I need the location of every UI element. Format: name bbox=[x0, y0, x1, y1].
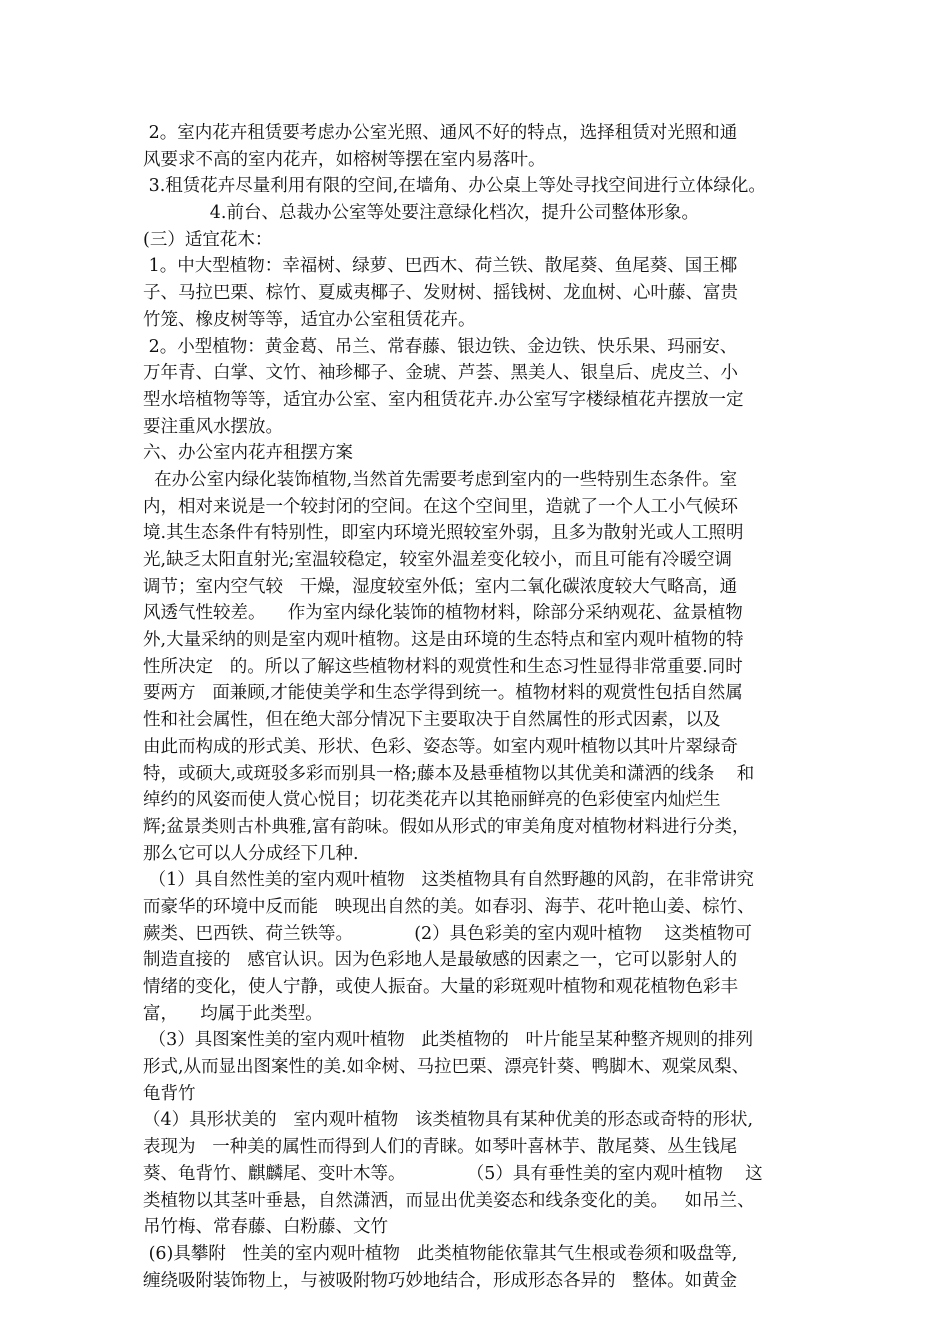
text-line: 制造直接的 感官认识。因为色彩地人是最敏感的因素之一，它可以影射人的 bbox=[143, 950, 738, 971]
text-line: 吊竹梅、常春藤、白粉藤、文竹 bbox=[143, 1217, 388, 1238]
text-line: 外,大量采纳的则是室内观叶植物。这是由环境的生态特点和室内观叶植物的特 bbox=[143, 630, 744, 651]
text-line: 而豪华的环境中反而能 映现出自然的美。如春羽、海芋、花叶艳山姜、棕竹、 bbox=[143, 896, 755, 917]
text-line: 境.其生态条件有特别性，即室内环境光照较室外弱，且多为散射光或人工照明 bbox=[143, 523, 744, 544]
text-line: 特，或硕大,或斑驳多彩而别具一格;藤本及悬垂植物以其优美和潇洒的线条 和 bbox=[143, 763, 755, 784]
text-line: （4）具形状美的 室内观叶植物 该类植物具有某种优美的形态或奇特的形状, bbox=[143, 1110, 754, 1131]
text-line: 调节；室内空气较 干燥，湿度较室外低；室内二氧化碳浓度较大气略高，通 bbox=[143, 576, 738, 597]
text-line: 由此而构成的形式美、形状、色彩、姿态等。如室内观叶植物以其叶片翠绿奇 bbox=[143, 736, 738, 757]
text-line: 光,缺乏太阳直射光;室温较稳定，较室外温差变化较小，而且可能有冷暖空调 bbox=[143, 550, 732, 570]
text-line: 龟背竹 bbox=[143, 1083, 196, 1104]
text-line: 性所决定 的。所以了解这些植物材料的观赏性和生态习性显得非常重要.同时 bbox=[143, 656, 743, 677]
text-line: 绰约的风姿而使人赏心悦目；切花类花卉以其艳丽鲜亮的色彩使室内灿烂生 bbox=[143, 790, 721, 811]
text-line: 表现为 一种美的属性而得到人们的青睐。如琴叶喜林芋、散尾葵、丛生钱尾 bbox=[143, 1137, 738, 1158]
text-line: 要两方 面兼顾,才能使美学和生态学得到统一。植物材料的观赏性包括自然属 bbox=[143, 683, 743, 704]
text-line: 2。小型植物：黄金葛、吊兰、常春藤、银边铁、金边铁、快乐果、玛丽安、 bbox=[143, 336, 738, 357]
text-line: 蕨类、巴西铁、荷兰铁等。 (2）具色彩美的室内观叶植物 这类植物可 bbox=[143, 923, 752, 944]
text-line: 内，相对来说是一个较封闭的空间。在这个空间里，造就了一个人工小气候环 bbox=[143, 496, 738, 517]
section-heading: (三）适宜花木： bbox=[143, 229, 273, 250]
text-line: 万年青、白掌、文竹、袖珍椰子、金琥、芦荟、黑美人、银皇后、虎皮兰、小 bbox=[143, 363, 738, 384]
text-line: (6)具攀附 性美的室内观叶植物 此类植物能依靠其气生根或卷须和吸盘等, bbox=[143, 1243, 738, 1264]
text-line: 型水培植物等等，适宜办公室、室内租赁花卉.办公室写字楼绿植花卉摆放一定 bbox=[143, 389, 744, 410]
text-line: 类植物以其茎叶垂悬，自然潇洒，而显出优美姿态和线条变化的美。 如吊兰、 bbox=[143, 1190, 755, 1211]
text-line: 2。室内花卉租赁要考虑办公室光照、通风不好的特点，选择租赁对光照和通 bbox=[143, 123, 738, 143]
text-line: 形式,从而显出图案性的美.如伞树、马拉巴栗、漂亮针葵、鸭脚木、观棠凤梨、 bbox=[143, 1057, 750, 1078]
text-line: 要注重风水摆放。 bbox=[143, 416, 283, 437]
text-line: 3.租赁花卉尽量利用有限的空间,在墙角、办公桌上等处寻找空间进行立体绿化。 bbox=[143, 176, 766, 197]
section-heading: 六、办公室内花卉租摆方案 bbox=[143, 443, 353, 464]
text-line: 性和社会属性，但在绝大部分情况下主要取决于自然属性的形式因素，以及 bbox=[143, 710, 721, 731]
text-line: 缠绕吸附装饰物上，与被吸附物巧妙地结合，形成形态各异的 整体。如黄金 bbox=[143, 1270, 738, 1291]
text-line: 辉;盆景类则古朴典雅,富有韵味。假如从形式的审美角度对植物材料进行分类， bbox=[143, 816, 750, 837]
text-line: 那么它可以人分成经下几种. bbox=[143, 843, 359, 864]
text-line: 竹笼、橡皮树等等，适宜办公室租赁花卉。 bbox=[143, 309, 476, 330]
text-line: （3）具图案性美的室内观叶植物 此类植物的 叶片能呈某种整齐规则的排列 bbox=[143, 1030, 754, 1051]
text-line: 葵、龟背竹、麒麟尾、变叶木等。 （5）具有垂性美的室内观叶植物 这 bbox=[143, 1163, 763, 1184]
text-line: 富， 均属于此类型。 bbox=[143, 1003, 323, 1024]
text-line: 1。中大型植物：幸福树、绿萝、巴西木、荷兰铁、散尾葵、鱼尾葵、国王椰 bbox=[143, 256, 738, 277]
text-line: 风透气性较差。 作为室内绿化装饰的植物材料，除部分采纳观花、盆景植物 bbox=[143, 603, 743, 624]
text-line: 在办公室内绿化装饰植物,当然首先需要考虑到室内的一些特别生态条件。室 bbox=[143, 469, 738, 490]
text-line: 风要求不高的室内花卉，如榕树等摆在室内易落叶。 bbox=[143, 149, 546, 170]
document-body bbox=[143, 120, 823, 1294]
text-line: 情绪的变化，使人宁静，或使人振奋。大量的彩斑观叶植物和观花植物色彩丰 bbox=[143, 977, 738, 997]
text-line: （1）具自然性美的室内观叶植物 这类植物具有自然野趣的风韵，在非常讲究 bbox=[143, 870, 754, 891]
text-line: 4.前台、总裁办公室等处要注意绿化档次，提升公司整体形象。 bbox=[143, 203, 699, 224]
text-line: 子、马拉巴栗、棕竹、夏威夷椰子、发财树、摇钱树、龙血树、心叶藤、富贵 bbox=[143, 283, 738, 304]
